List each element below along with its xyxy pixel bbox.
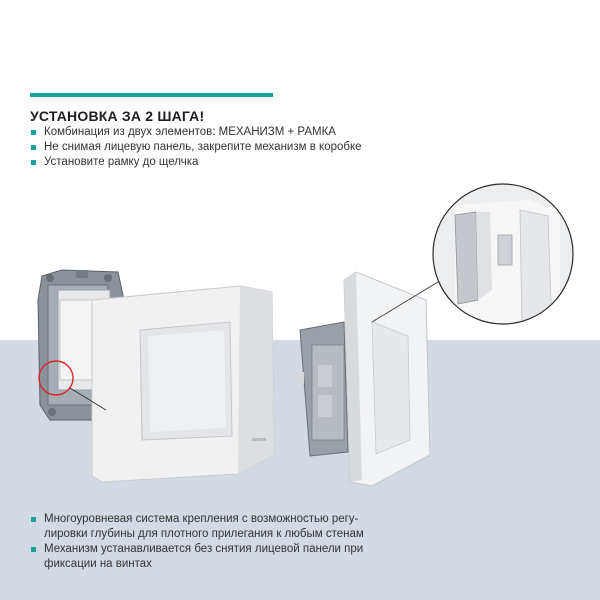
section-heading: УСТАНОВКА ЗА 2 ШАГА!	[30, 108, 205, 124]
mechanism-side	[296, 272, 430, 486]
step-item-3: Установите рамку до щелчка	[30, 155, 362, 170]
step-item-2: Не снимая лицевую панель, закрепите механизм в коробке	[30, 140, 362, 155]
zoom-detail-inset	[430, 180, 580, 330]
feature-item-1: Многоуровневая система крепления с возможностью регу- лировки глубины для плотного прилегания к любым стенам	[30, 512, 364, 542]
frame-front	[92, 286, 274, 482]
features-list	[30, 512, 364, 572]
feature-item-2: Механизм устанавливается без снятия лицевой панели при фиксации на винтах	[30, 542, 364, 572]
step-item-1: Комбинация из двух элементов: МЕХАНИЗМ + РАМКА	[30, 125, 362, 140]
